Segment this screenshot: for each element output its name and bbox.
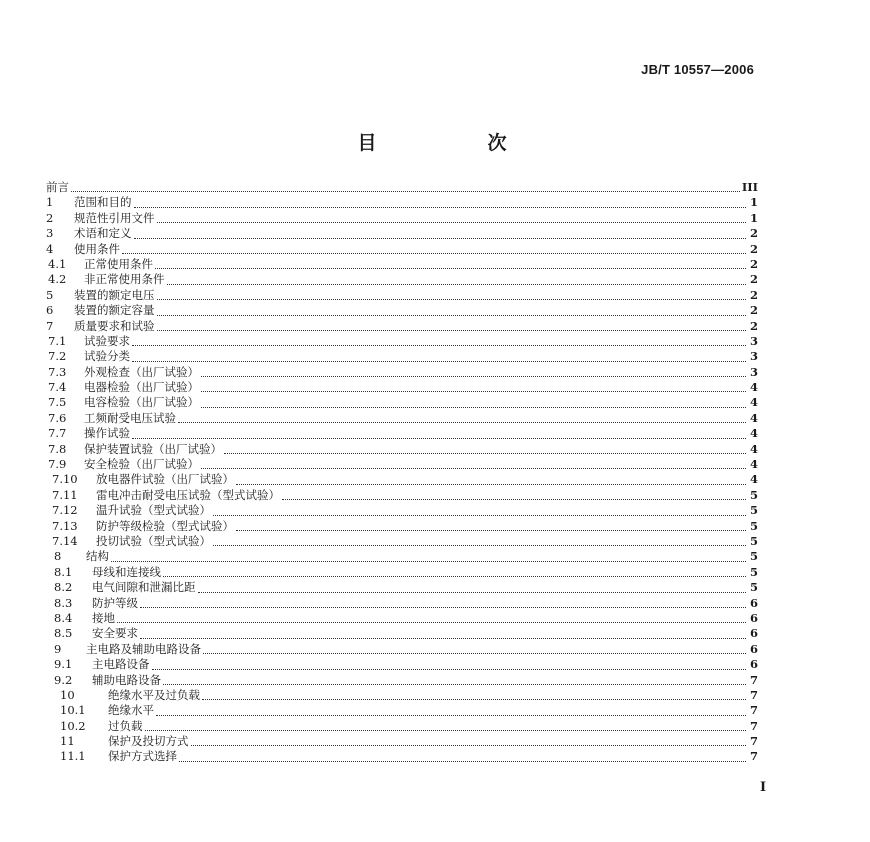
- dot-leader: [157, 330, 747, 331]
- toc-entry-7-8[interactable]: [46, 442, 758, 457]
- toc-entry-8-2[interactable]: [46, 580, 758, 595]
- toc-label: 范围和目的: [74, 195, 132, 210]
- dot-leader: [224, 453, 746, 454]
- toc-label: 防护等级检验（型式试验）: [96, 518, 234, 533]
- toc-entry-4-2[interactable]: [46, 272, 758, 287]
- toc-label: 质量要求和试验: [74, 318, 155, 333]
- toc-number: 1: [46, 195, 54, 210]
- dot-leader: [198, 592, 747, 593]
- toc-number: 7: [46, 318, 54, 333]
- toc-number: 9.2: [54, 672, 73, 687]
- toc-number: 7.4: [48, 380, 67, 395]
- toc-label: 主电路及辅助电路设备: [86, 641, 201, 656]
- toc-entry-7-3[interactable]: [46, 365, 758, 380]
- toc-label: 非正常使用条件: [84, 272, 165, 287]
- toc-label: 投切试验（型式试验）: [96, 533, 211, 548]
- toc-number: 10.1: [60, 703, 86, 718]
- dot-leader: [140, 607, 746, 608]
- toc-page: 2: [749, 303, 758, 318]
- toc-page: 6: [749, 657, 758, 672]
- dot-leader: [163, 576, 746, 577]
- toc-entry-8-3[interactable]: [46, 596, 758, 611]
- toc-number: 4.2: [48, 272, 67, 287]
- toc-label: 使用条件: [74, 241, 120, 256]
- toc-entry-3[interactable]: [46, 226, 758, 241]
- toc-label: 术语和定义: [74, 226, 132, 241]
- toc-number: 7.8: [48, 441, 67, 456]
- dot-leader: [236, 530, 746, 531]
- toc-label: 保护及投切方式: [108, 734, 189, 749]
- dot-leader: [201, 376, 746, 377]
- toc-label: 装置的额定电压: [74, 287, 155, 302]
- toc-number: 8.3: [54, 595, 73, 610]
- dot-leader: [134, 238, 747, 239]
- toc-entry-7-2[interactable]: [46, 349, 758, 364]
- toc-page: 4: [749, 472, 758, 487]
- toc-number: 7.13: [52, 518, 78, 533]
- toc-label: 辅助电路设备: [92, 672, 161, 687]
- dot-leader: [134, 207, 747, 208]
- toc-page: 6: [749, 641, 758, 656]
- toc-number: 7.6: [48, 410, 67, 425]
- toc-entry-8-1[interactable]: [46, 565, 758, 580]
- toc-entry-9-1[interactable]: [46, 657, 758, 672]
- toc-entry-foreword[interactable]: [46, 180, 758, 195]
- toc-page: 7: [749, 734, 758, 749]
- toc-page: 6: [749, 610, 758, 625]
- toc-number: 9.1: [54, 657, 73, 672]
- toc-label: 试验要求: [84, 333, 130, 348]
- toc-entry-10[interactable]: [46, 688, 758, 703]
- dot-leader: [213, 515, 746, 516]
- toc-page: 7: [749, 703, 758, 718]
- dot-leader: [132, 345, 746, 346]
- toc-number: 8.5: [54, 626, 73, 641]
- page-folio: I: [760, 780, 767, 795]
- toc-page: 7: [749, 718, 758, 733]
- toc-number: 6: [46, 303, 54, 318]
- toc-entry-7-12[interactable]: [46, 503, 758, 518]
- toc-number: 2: [46, 210, 54, 225]
- toc-entry-2[interactable]: [46, 211, 758, 226]
- toc-number: 7.7: [48, 426, 67, 441]
- dot-leader: [191, 745, 747, 746]
- toc-number: 11: [60, 734, 75, 749]
- toc-label: 安全检验（出厂试验）: [84, 457, 199, 472]
- toc-entry-7-10[interactable]: [46, 472, 758, 487]
- dot-leader: [201, 407, 746, 408]
- toc-label: 结构: [86, 549, 109, 564]
- toc-page: 5: [749, 487, 758, 502]
- toc-number: 11.1: [60, 749, 86, 764]
- toc-page: 6: [749, 626, 758, 641]
- toc-entry-9-2[interactable]: [46, 673, 758, 688]
- toc-number: 7.1: [48, 333, 67, 348]
- toc-entry-9[interactable]: [46, 642, 758, 657]
- dot-leader: [71, 191, 740, 192]
- toc-label: 母线和连接线: [92, 564, 161, 579]
- dot-leader: [282, 499, 746, 500]
- standard-code: JB/T 10557—2006: [641, 62, 754, 77]
- toc-label: 过负载: [108, 718, 143, 733]
- toc-entry-8-4[interactable]: [46, 611, 758, 626]
- toc-entry-4-1[interactable]: [46, 257, 758, 272]
- toc-label: 电容检验（出厂试验）: [84, 395, 199, 410]
- dot-leader: [201, 391, 746, 392]
- toc-entry-10-1[interactable]: [46, 703, 758, 718]
- toc-number: 7.2: [48, 349, 67, 364]
- toc-page: 5: [749, 533, 758, 548]
- toc-page: 2: [749, 226, 758, 241]
- dot-leader: [145, 730, 747, 731]
- toc-page: 4: [749, 426, 758, 441]
- dot-leader: [140, 638, 746, 639]
- toc-label: 正常使用条件: [84, 256, 153, 271]
- dot-leader: [132, 361, 746, 362]
- toc-label: 工频耐受电压试验: [84, 410, 176, 425]
- dot-leader: [152, 669, 747, 670]
- toc-label: 接地: [92, 610, 115, 625]
- dot-leader: [132, 438, 746, 439]
- toc-entry-7[interactable]: [46, 319, 758, 334]
- toc-entry-7-11[interactable]: [46, 488, 758, 503]
- dot-leader: [155, 268, 746, 269]
- toc-label: 安全要求: [92, 626, 138, 641]
- dot-leader: [201, 468, 746, 469]
- toc-page: 4: [749, 395, 758, 410]
- toc-entry-8[interactable]: [46, 549, 758, 564]
- toc-page: 3: [749, 349, 758, 364]
- dot-leader: [163, 684, 746, 685]
- toc-entry-7-5[interactable]: [46, 395, 758, 410]
- toc-number: 10: [60, 687, 75, 702]
- toc-entry-11-1[interactable]: [46, 749, 758, 764]
- toc-label: 保护装置试验（出厂试验）: [84, 441, 222, 456]
- toc-page: 2: [749, 272, 758, 287]
- toc-page: 5: [749, 564, 758, 579]
- toc-label: 放电器件试验（出厂试验）: [96, 472, 234, 487]
- toc-entry-7-13[interactable]: [46, 519, 758, 534]
- toc-label: 前言: [46, 180, 69, 194]
- toc-label: 绝缘水平及过负载: [108, 687, 200, 702]
- toc-label: 保护方式选择: [108, 749, 177, 764]
- toc-label: 规范性引用文件: [74, 210, 155, 225]
- toc-page: 4: [749, 441, 758, 456]
- toc-label: 雷电冲击耐受电压试验（型式试验）: [96, 487, 280, 502]
- toc-page: 5: [749, 549, 758, 564]
- toc-entry-6[interactable]: [46, 303, 758, 318]
- dot-leader: [178, 422, 746, 423]
- toc-page: 3: [749, 364, 758, 379]
- toc-entry-7-6[interactable]: [46, 411, 758, 426]
- toc-entry-10-2[interactable]: [46, 719, 758, 734]
- toc-entry-7-14[interactable]: [46, 534, 758, 549]
- toc-page: 6: [749, 595, 758, 610]
- toc-page: 7: [749, 749, 758, 764]
- toc-entry-1[interactable]: [46, 195, 758, 210]
- toc-entry-7-1[interactable]: [46, 334, 758, 349]
- toc-page: 1: [749, 210, 758, 225]
- toc-entry-7-4[interactable]: [46, 380, 758, 395]
- toc-page: 5: [749, 580, 758, 595]
- toc-page: 2: [749, 287, 758, 302]
- toc-number: 3: [46, 226, 54, 241]
- toc-page: 5: [749, 518, 758, 533]
- dot-leader: [117, 622, 746, 623]
- toc-label: 绝缘水平: [108, 703, 154, 718]
- toc-number: 10.2: [60, 718, 86, 733]
- dot-leader: [236, 484, 746, 485]
- toc-label: 电气间隙和泄漏比距: [92, 580, 196, 595]
- dot-leader: [203, 653, 746, 654]
- toc-number: 7.3: [48, 364, 67, 379]
- table-of-contents: [46, 180, 758, 765]
- toc-number: 8.2: [54, 580, 73, 595]
- toc-number: 4.1: [48, 256, 67, 271]
- toc-number: 8.4: [54, 610, 73, 625]
- toc-page: 7: [749, 672, 758, 687]
- toc-page: 2: [749, 241, 758, 256]
- toc-label: 外观检查（出厂试验）: [84, 364, 199, 379]
- toc-label: 主电路设备: [92, 657, 150, 672]
- toc-page: 4: [749, 410, 758, 425]
- toc-number: 8: [54, 549, 62, 564]
- toc-page: 3: [749, 333, 758, 348]
- dot-leader: [213, 545, 746, 546]
- dot-leader: [179, 761, 746, 762]
- toc-entry-5[interactable]: [46, 288, 758, 303]
- toc-label: 温升试验（型式试验）: [96, 503, 211, 518]
- toc-number: 7.12: [52, 503, 78, 518]
- toc-label: 操作试验: [84, 426, 130, 441]
- toc-page: 7: [749, 687, 758, 702]
- toc-page: 1: [749, 195, 758, 210]
- toc-label: 装置的额定容量: [74, 303, 155, 318]
- toc-number: 9: [54, 641, 62, 656]
- toc-number: 7.5: [48, 395, 67, 410]
- toc-number: 8.1: [54, 564, 73, 579]
- dot-leader: [157, 222, 747, 223]
- toc-page: III: [741, 180, 758, 194]
- toc-number: 7.10: [52, 472, 78, 487]
- toc-number: 5: [46, 287, 54, 302]
- toc-title: 目 次: [357, 132, 553, 154]
- dot-leader: [157, 315, 747, 316]
- toc-entry-7-9[interactable]: [46, 457, 758, 472]
- toc-page: 2: [749, 318, 758, 333]
- toc-label: 电器检验（出厂试验）: [84, 380, 199, 395]
- toc-entry-8-5[interactable]: [46, 626, 758, 641]
- toc-entry-11[interactable]: [46, 734, 758, 749]
- toc-page: 4: [749, 380, 758, 395]
- toc-page: 5: [749, 503, 758, 518]
- toc-page: 4: [749, 457, 758, 472]
- toc-number: 7.9: [48, 457, 67, 472]
- toc-label: 防护等级: [92, 595, 138, 610]
- toc-page: 2: [749, 256, 758, 271]
- toc-entry-7-7[interactable]: [46, 426, 758, 441]
- toc-number: 4: [46, 241, 54, 256]
- dot-leader: [157, 299, 747, 300]
- dot-leader: [111, 561, 746, 562]
- dot-leader: [167, 284, 747, 285]
- toc-entry-4[interactable]: [46, 242, 758, 257]
- toc-number: 7.11: [52, 487, 78, 502]
- dot-leader: [202, 699, 746, 700]
- toc-label: 试验分类: [84, 349, 130, 364]
- dot-leader: [156, 715, 746, 716]
- toc-number: 7.14: [52, 533, 78, 548]
- dot-leader: [122, 253, 746, 254]
